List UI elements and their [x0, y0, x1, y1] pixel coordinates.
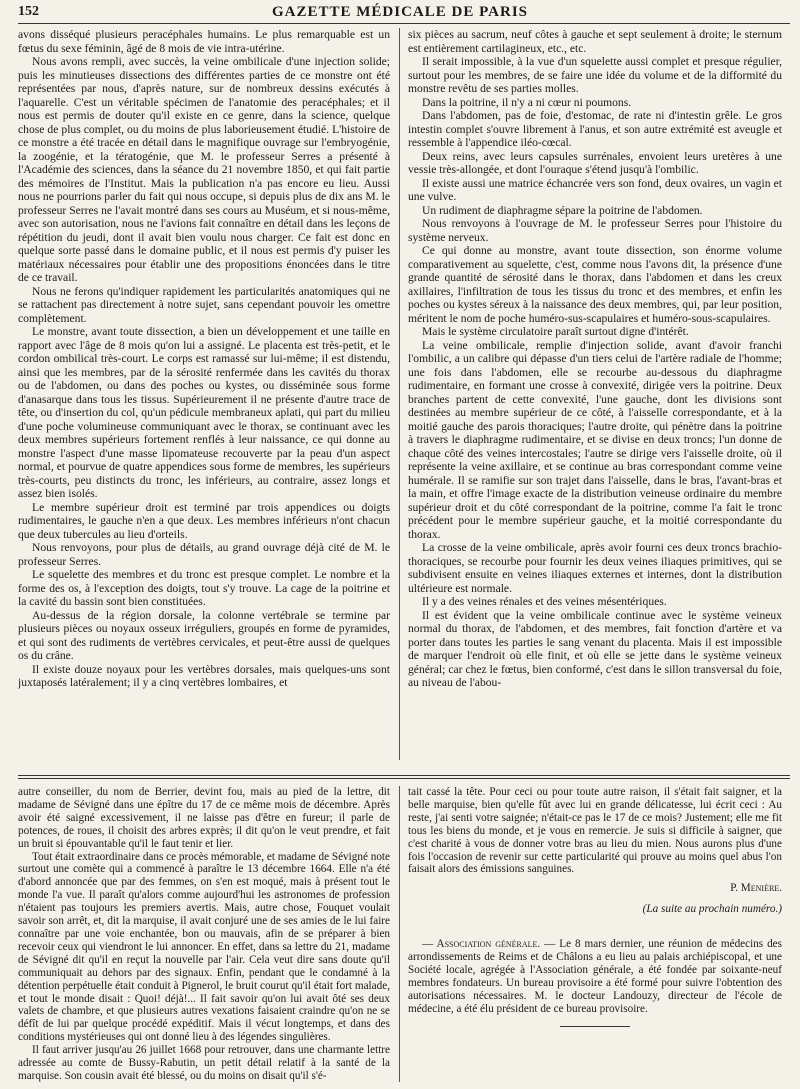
page-header [0, 0, 800, 22]
paragraph: Il y a des veines rénales et des veines mésentériques. [422, 595, 667, 608]
paragraph: Le membre supérieur droit est terminé par trois appendices ou doigts rudimentaires, le gauche n'en a que deux. Les membres inférieurs n'ont chacun que deux tubercules au lieu d'orteils. [18, 500, 390, 541]
paragraph: Le monstre, avant toute dissection, a bien un développement et une taille en rapport avec l'âge de 8 mois qu'on lui a assigné. Le placenta est très-petit, et le cordon ombilical très-court. Le corps est ramassé sur lui-même; il est distendu, ainsi que les membres, par de la sérosité renfermée dans les cavités du thorax ou de l'abdomen, ou dans des poches ou kystes, ou disséminée sous forme d'anasarque dans tous les tissus. Supérieurement il ne présente d'autre trace de tête, ou d'insertion du col, qu'un pédicule membraneux aplati, qui part du milieu d'une poche volumineuse communiquant avec le thorax, se continuant avec les deux membres supérieurs fortement renflés à leur naissance, ce qui donne au monstre l'aspect d'une masse lipomateuse recouverte par la peau d'un aspect normal, et pourvue de quatre appendices sous forme de membres, les supérieurs très-courts, peu distincts du tronc, les inférieurs, au contraire, assez longs et assez bien isolés. [18, 325, 390, 500]
column-divider [399, 786, 400, 1082]
paragraph: Il serait impossible, à la vue d'un squelette aussi complet et presque régulier, surtout pour les membres, de se faire une idée du volume et de la difformité du monstre revêtu de ses parties molles. [408, 55, 782, 95]
feuilleton-rule-double [18, 778, 790, 779]
paragraph: Nous renvoyons, pour plus de détails, au grand ouvrage déjà cité de M. le professeur Serres. [18, 541, 390, 568]
paragraph: Deux reins, avec leurs capsules surrénales, envoient leurs uretères à une vessie très-allongée, et dont l'ouraque s'étend jusqu'à l'ombilic. [408, 149, 782, 176]
feuilleton-column-right [408, 786, 782, 1082]
paragraph: Ce qui donne au monstre, avant toute dissection, son énorme volume comparativement au squelette, c'est, comme nous l'avons dit, la présence d'une grande quantité de sérosité dans le thorax, dans l'abdomen et dans les creux axillaires, l'infiltration de tous les tissus du tronc et des membres, et enfin les poches ou kystes séreux à la naissance des deux membres, qui, par leur position, méritent le nom de poche huméro-sus-scapulaires et huméro-sous-scapulaires. [408, 244, 782, 325]
paragraph: Un rudiment de diaphragme sépare la poitrine de l'abdomen. [422, 203, 703, 217]
header-rule [18, 23, 790, 24]
paragraph: autre conseiller, du nom de Berrier, devint fou, mais au pied de la lettre, dit madame de Sévigné dans une épître du 17 de ce même mois de décembre. Après avoir été saigné excessivement, il ne laisse pas d'être en fureur; il parle de potences, de roues, il choisit des arbres exprès; il dit qu'on le veut prendre, et fait un bruit si épouvantable qu'il le faut tenir et lier. [18, 786, 390, 850]
page-number: 152 [18, 4, 39, 19]
paragraph: Il existe aussi une matrice échancrée vers son fond, deux ovaires, un vagin et une vulve. [408, 176, 782, 203]
paragraph: Le squelette des membres et du tronc est presque complet. Le nombre et la forme des os, à l'exception des doigts, tout s'y trouve. La cage de la poitrine et la cavité du bassin sont bien constituées. [18, 568, 390, 608]
paragraph: Il est évident que la veine ombilicale continue avec le système veineux normal du thorax, de l'abdomen, et des membres, fait fonction d'artère et va porter dans toutes les parties le sang venant du placenta. Mais il est impossible de marquer l'endroit où elle finit, et où elle se jette dans le système veineux général; car chez le fœtus, bien conformé, c'est dans le sillon transversal du foie, au niveau de l'abou- [408, 608, 782, 689]
column-divider [399, 28, 400, 760]
paragraph: Nous avons rempli, avec succès, la veine ombilicale d'une injection solide; puis les minutieuses dissections des différentes parties de ce monstre ont été représentées par nous, d'après nature, sur de nombreux dessins exécutés à l'aquarelle. C'est un véritable spécimen de l'anatomie des peracéphales; et il nous est permis de douter qu'il existe en ce genre, dans la science, quelque chose de plus complet, ou du moins de plus laborieusement étudié. L'histoire de ce monstre a été tracée en détail dans le magnifique ouvrage sur l'embryogénie, la zoogénie, et la tératogénie, que M. le professeur Serres a présenté à l'Académie des sciences, dans la séance du 21 novembre 1850, et qui fait partie des mémoires de l'Institut. Mais la publication n'a pas encore eu lieu. Aussi nous ne pourrions parler du fait qui nous occupe, si depuis plus de dix ans M. le professeur Serres ne l'avait montré dans ses cours au Muséum, et si nous-même, avec son autorisation, nous ne l'avions fait connaître en détail dans les leçons de répétition du jeudi, dont il avait bien voulu nous charger. Ce fait est donc en quelque sorte passé dans le domaine public, et il nous est permis d'y puiser les matériaux nécessaires pour établir une des propositions énoncées dans le titre de ce travail. [18, 55, 390, 284]
paragraph: Nous renvoyons à l'ouvrage de M. le professeur Serres pour l'histoire du système nerveux. [408, 217, 782, 244]
paragraph: Tout était extraordinaire dans ce procès mémorable, et madame de Sévigné note surtout une comète qui a commencé à paraître le 13 décembre 1664. Elle n'a été d'abord annoncée que par des femmes, on s'en est moqué, mais à présent tout le monde l'a vue. Il paraît qu'alors comme aujourd'hui les astronomes de profession n'étaient pas toujours les premiers avertis. Mais, autre chose, Fouquet voulait savoir son arrêt, et, dit la marquise, il avait conjuré une de ses amies de le lui faire connaître par une voie enchantée, bon ou mauvais, afin de se préparer à bien recevoir ceux qui viendront le lui annoncer. En effet, dans sa lettre du 21, madame de Sévigné dit qu'il en reçut la nouvelle par l'air. Cela veut dire sans doute qu'il communiquait au dehors par des signaux. Enfin, pendant que le condamné à la détention perpétuelle était conduit à Pignerol, le bruit courut qu'il était fort malade, et tout le monde disait : Quoi! déjà!... Il fait savoir qu'on lui avait ôté ses deux valets de chambre, et que plusieurs autres vexations faisaient craindre qu'on ne se défît de lui par quelque procédé expéditif. Mais il vécut longtemps, et dans des conditions mystérieuses qui ont donné lieu à des légendes singulières. [18, 850, 390, 1044]
paragraph: Il faut arriver jusqu'au 26 juillet 1668 pour retrouver, dans une charmante lettre adressée au comte de Bussy-Rabutin, un petit détail relatif à la santé de la marquise. Son cousin avait été blessé, ou du moins on disait qu'il s'é- [18, 1044, 390, 1082]
association-title: — Association générale. [422, 938, 541, 951]
association-text: — Le 8 mars dernier, une réunion de médecins des arrondissements de Reims et de Châlons a eu lieu au palais archiépiscopal, et une Société locale, agrégée à l'Association générale, a été fondée par soixante-neuf membres fondateurs. Un bureau provisoire a été formé pour suivre l'obtention des autorisations nécessaires. M. le docteur Landouzy, directeur de l'école de médecine, a été élu président de ce bureau provisoire. [408, 938, 782, 1015]
end-rule [560, 1026, 630, 1027]
paragraph: La crosse de la veine ombilicale, après avoir fourni ces deux troncs brachio-thoraciques, se recourbe pour fournir les deux veines iliaques primitives, qui se subdivisent ensuite en veines iliaques externes et internes, dont la distribution ultérieure est normale. [408, 541, 782, 595]
paragraph: Au-dessus de la région dorsale, la colonne vertébrale se termine par plusieurs pièces ou noyaux osseux irréguliers, groupés en forme de pyramides, et qui sont des rudiments de vertèbres cervicales, et peut-être aussi de quelques os du crâne. [18, 608, 390, 662]
paragraph: Dans la poitrine, il n'y a ni cœur ni poumons. [422, 95, 632, 109]
journal-title: GAZETTE MÉDICALE DE PARIS [271, 4, 528, 20]
paragraph: Mais le système circulatoire paraît surtout digne d'intérêt. [422, 325, 689, 338]
paragraph: Il existe douze noyaux pour les vertèbres dorsales, mais quelques-uns sont juxtaposés latéralement; il y a cinq vertèbres lombaires, et [18, 662, 390, 689]
feuilleton-column-left [18, 786, 390, 1082]
article-column-right [408, 28, 782, 760]
author-signature: P. Menière. [730, 882, 782, 895]
paragraph: avons disséqué plusieurs peracéphales humains. Le plus remarquable est un fœtus du sexe féminin, âgé de 8 mois de vie intra-utérine. [18, 28, 390, 55]
paragraph: La veine ombilicale, remplie d'injection solide, avant d'avoir franchi l'ombilic, a un calibre qui dépasse d'un tiers celui de l'artère radiale de l'homme; une fois dans l'abdomen, elle se recourbe au-dessous du diaphragme rudimentaire, en formant une crosse à convexité, dirigée vers la poitrine. Deux branches partent de cette convexité, l'une gauche, dont les divisions sont destinées au membre supérieur de ce côté, à l'aisselle correspondante, et à la moitié gauche des parois thoraciques; l'autre droite, qui pénètre dans la poitrine à travers le diaphragme rudimentaire, et se divise en deux troncs; l'un donne de chaque côté des veines intercostales; l'autre se dirige vers l'aisselle droite, où il représente la veine axillaire, et se continue au bras correspondant comme veine humérale. Il se ramifie sur son trajet dans l'aisselle, dans le bras, l'avant-bras et la main, et offre l'image exacte de la distribution veineuse ordinaire du membre supérieur droit et du côté correspondant de la poitrine, comme l'a fait le tronc précédent pour le membre supérieur gauche, et la moitié correspondante du thorax. [408, 338, 782, 541]
paragraph: tait cassé la tête. Pour ceci ou pour toute autre raison, il s'était fait saigner, et la belle marquise, bien qu'elle fût avec lui en grande délicatesse, lui écrit ceci : Au reste, j'ai senti votre saignée; n'était-ce pas le 17 de ce mois? Justement; elle me fit tous les biens du monde, et je vous en remercie. Je suis si difficile à saigner, que c'est charité à vous de donner votre bras au lieu du mien. Nous aurons plus d'une fois l'occasion de revenir sur cette particularité qui prouve au moins quel abus l'on faisait alors des émissions sanguines. [408, 786, 782, 876]
continuation-note: (La suite au prochain numéro.) [642, 903, 782, 916]
article-column-left [18, 28, 390, 760]
paragraph: six pièces au sacrum, neuf côtes à gauche et sept seulement à droite; le sternum est entièrement cartilagineux, etc., etc. [408, 28, 782, 55]
paragraph: Nous ne ferons qu'indiquer rapidement les particularités anatomiques qui ne se rattachent pas directement à notre sujet, sans cependant pouvoir les omettre complètement. [18, 284, 390, 325]
feuilleton-rule [18, 775, 790, 776]
association-notice [408, 938, 782, 1015]
paragraph: Dans l'abdomen, pas de foie, d'estomac, de rate ni d'intestin grêle. Le gros intestin complet s'ouvre librement à l'anus, et son autre extrémité est aveugle et ressemble à l'appendice iléo-cœcal. [408, 109, 782, 149]
